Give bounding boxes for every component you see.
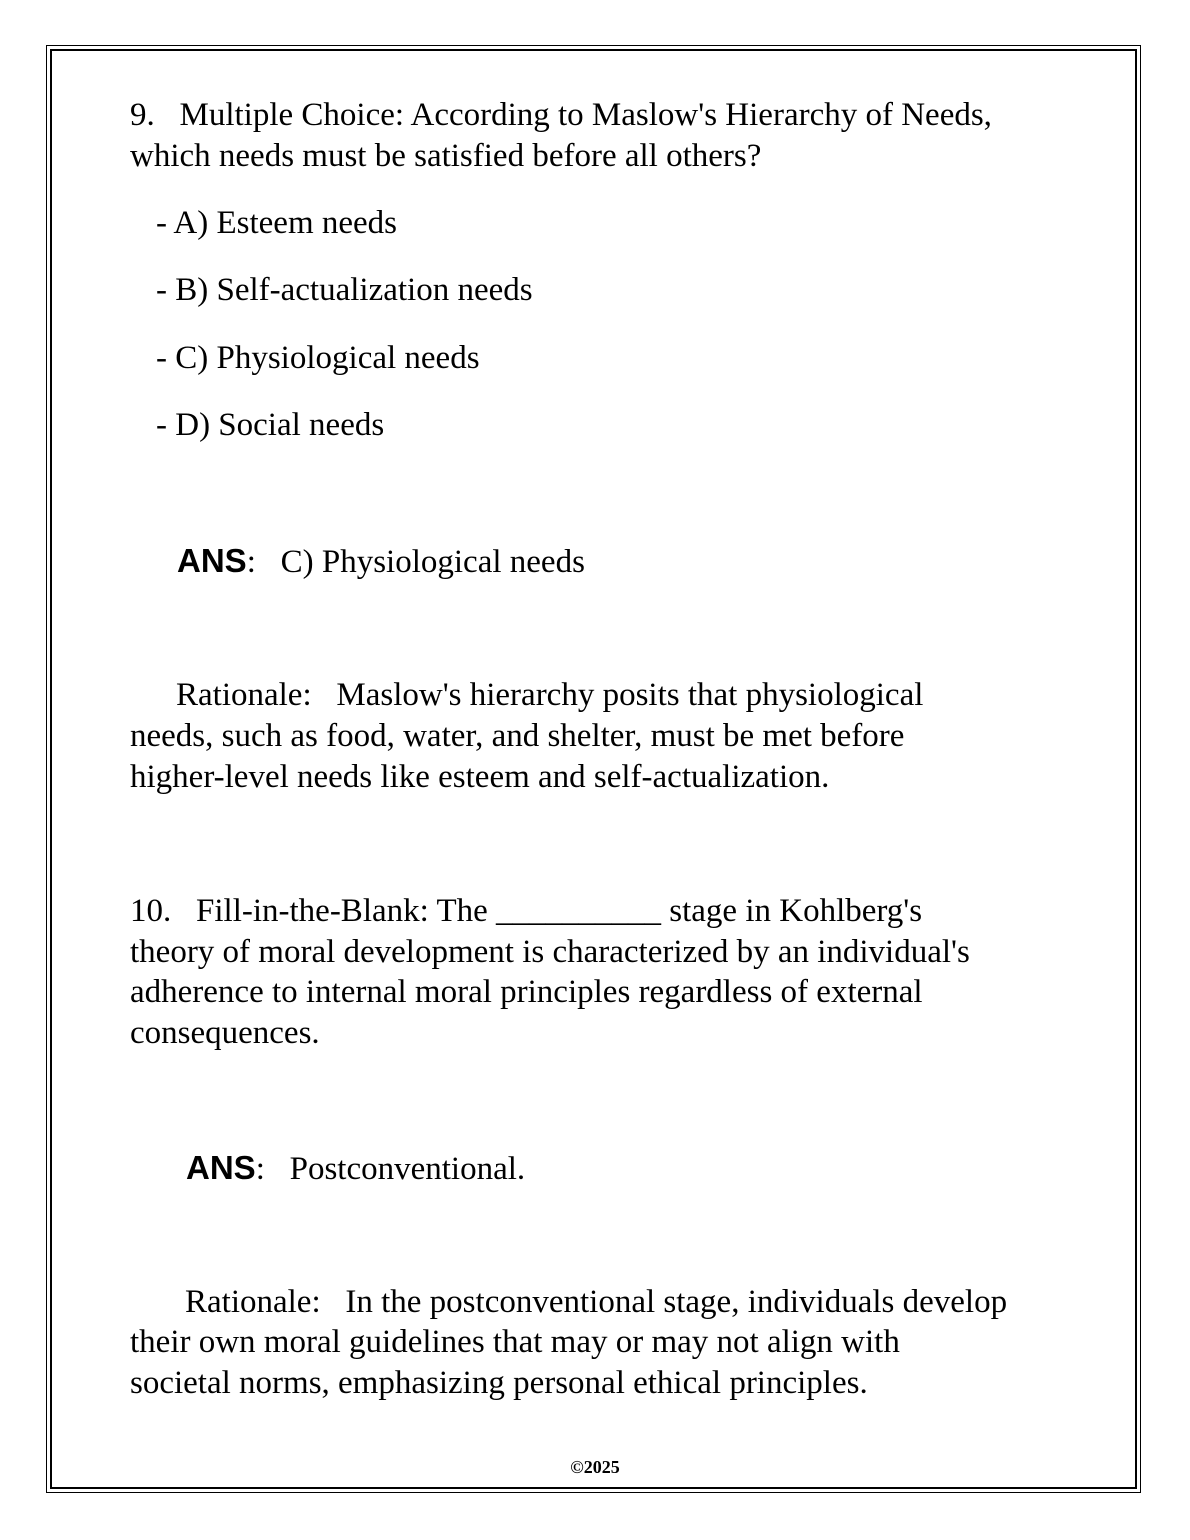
answer-9-separator: : xyxy=(246,544,281,580)
option-a: - A) Esteem needs xyxy=(156,205,398,241)
answer-9-label: ANS xyxy=(177,542,247,579)
rationale-9-line-3: higher-level needs like esteem and self-actualization. xyxy=(130,759,830,795)
answer-9 xyxy=(177,540,585,583)
rationale-10-line-1: Rationale: In the postconventional stage, individuals develop xyxy=(185,1284,1008,1320)
question-10-line-1: 10. Fill-in-the-Blank: The __________ stage in Kohlberg's xyxy=(130,893,923,929)
answer-10-text: Postconventional. xyxy=(289,1151,526,1187)
question-9-line-2: which needs must be satisfied before all others? xyxy=(130,138,762,174)
option-d: - D) Social needs xyxy=(156,407,385,443)
rationale-9-line-2: needs, such as food, water, and shelter, must be met before xyxy=(130,718,905,754)
question-10-line-2: theory of moral development is characterized by an individual's xyxy=(130,934,970,970)
rationale-9-line-1: Rationale: Maslow's hierarchy posits that physiological xyxy=(176,677,924,713)
question-9-line-1: 9. Multiple Choice: According to Maslow's Hierarchy of Needs, xyxy=(130,97,992,133)
answer-10-label: ANS xyxy=(186,1149,256,1186)
rationale-10-line-2: their own moral guidelines that may or may not align with xyxy=(130,1324,900,1360)
question-10-line-4: consequences. xyxy=(130,1015,320,1051)
option-c: - C) Physiological needs xyxy=(156,340,480,376)
answer-10-separator: : xyxy=(255,1151,290,1187)
answer-10 xyxy=(186,1147,525,1190)
option-b: - B) Self-actualization needs xyxy=(156,272,533,308)
answer-9-text: C) Physiological needs xyxy=(280,544,585,580)
copyright-footer: ©2025 xyxy=(570,1457,620,1477)
rationale-10-line-3: societal norms, emphasizing personal ethical principles. xyxy=(130,1365,868,1401)
question-10-line-3: adherence to internal moral principles regardless of external xyxy=(130,974,923,1010)
